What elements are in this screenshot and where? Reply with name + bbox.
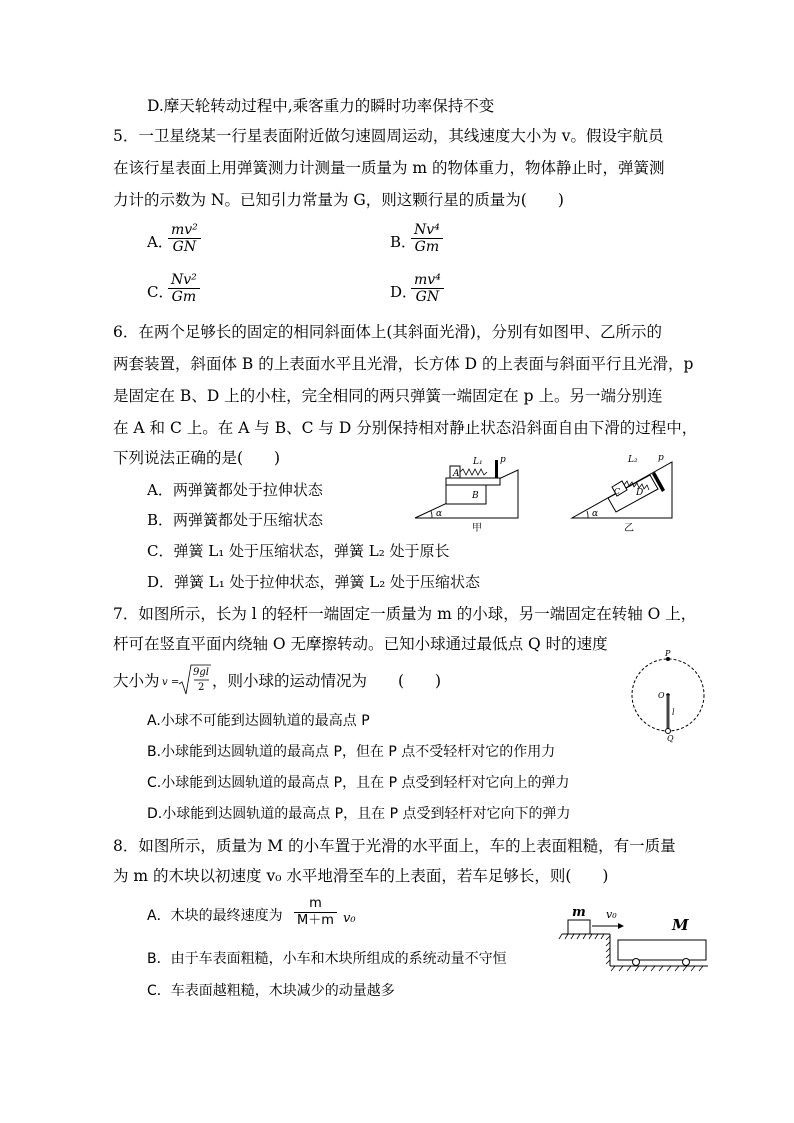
- q7-stem-line-3-pre: 大小为: [113, 672, 160, 690]
- q5-stem-line-1: 5．一卫星绕某一行星表面附近做匀速圆周运动，其线速度大小为 v。假设宇航员: [113, 127, 664, 145]
- q6-figure-jia: [410, 452, 530, 532]
- q8-stem-line-1: 8．如图所示，质量为 M 的小车置于光滑的水平面上，车的上表面粗糙，有一质量: [113, 837, 676, 855]
- q6-stem-line-3: 是固定在 B、D 上的小柱，完全相同的两只弹簧一端固定在 p 上。另一端分别连: [113, 387, 663, 405]
- q5-option-a-fraction: [168, 222, 201, 255]
- q7-stem-line-3-post: ，则小球的运动情况为 ( ): [212, 672, 442, 690]
- q6-option-d: D．弹簧 L₁ 处于拉伸状态，弹簧 L₂ 处于压缩状态: [147, 573, 481, 591]
- q7-speed-lhs: v =: [162, 677, 180, 688]
- wheel-right: [683, 959, 690, 966]
- q7-option-d: D.小球能到达圆轨道的最高点 P，且在 P 点受到轻杆对它向下的弹力: [147, 806, 571, 822]
- q6-option-c: C．弹簧 L₁ 处于压缩状态，弹簧 L₂ 处于原长: [147, 542, 450, 560]
- q5-stem-line-2: 在该行星表面上用弹簧测力计测量一质量为 m 的物体重力，物体静止时，弹簧测: [113, 159, 665, 177]
- label-p: p: [658, 453, 664, 463]
- label-l: l: [672, 708, 675, 717]
- q5-option-c-numerator: Nv²: [168, 272, 200, 289]
- q7-option-b: B.小球能到达圆轨道的最高点 P，但在 P 点不受轻杆对它的作用力: [147, 744, 556, 760]
- ground-hatching: [611, 966, 703, 971]
- cart-m: [618, 940, 706, 960]
- q5-option-b-denominator: Gm: [414, 239, 440, 255]
- q8-option-b: B．由于车表面粗糙，小车和木块所组成的系统动量不守恒: [147, 951, 507, 967]
- q5-option-c-fraction: [168, 272, 200, 305]
- q6-option-b: B．两弹簧都处于压缩状态: [147, 511, 324, 529]
- ball-q: [666, 729, 671, 734]
- q6-stem-line-1: 6．在两个足够长的固定的相同斜面体上(其斜面光滑)，分别有如图甲、乙所示的: [113, 323, 662, 341]
- label-v0: v₀: [606, 908, 617, 921]
- label-q: Q: [667, 734, 674, 743]
- label-p: P: [665, 649, 671, 658]
- q8-option-c: C．车表面越粗糙，木块减少的动量越多: [147, 983, 395, 999]
- q5-stem-line-3: 力计的示数为 N。已知引力常量为 G，则这颗行星的质量为( ): [113, 191, 564, 209]
- q5-option-b-numerator: Nv⁴: [411, 222, 443, 239]
- label-d: D: [636, 488, 644, 498]
- q8-option-a-post: v₀: [343, 911, 356, 926]
- block-b-top: [446, 478, 500, 485]
- q7-stem-line-1: 7．如图所示，长为 l 的轻杆一端固定一质量为 m 的小球，另一端固定在转轴 O 上，: [113, 605, 697, 623]
- q7-stem-line-2: 杆可在竖直平面内绕轴 O 无摩擦转动。已知小球通过最低点 Q 时的速度: [113, 635, 608, 653]
- q6-stem-line-2: 两套装置，斜面体 B 的上表面水平且光滑，长方体 D 的上表面与斜面平行且光滑，p: [113, 355, 694, 373]
- q8-option-a-numerator: m: [294, 896, 337, 913]
- caption-yi: 乙: [624, 523, 634, 534]
- spring-l1: [460, 469, 487, 475]
- q5-option-d-fraction: [411, 272, 444, 305]
- light-rod: [667, 695, 670, 730]
- q8-figure-cart: [560, 902, 710, 974]
- label-b: B: [472, 491, 479, 501]
- label-big-m: M: [672, 916, 689, 934]
- label-alpha: α: [592, 509, 599, 519]
- block-b-rect: [446, 485, 486, 504]
- q6-stem-line-4: 在 A 和 C 上。在 A 与 B、C 与 D 分别保持相对静止状态沿斜面自由下滑的过程中，: [113, 419, 698, 437]
- label-m: m: [572, 905, 586, 920]
- label-o: O: [658, 691, 665, 700]
- label-c: C: [614, 487, 621, 496]
- q7-option-c: C.小球能到达圆轨道的最高点 P，且在 P 点受到轻杆对它向上的弹力: [147, 775, 570, 791]
- caption-jia: 甲: [472, 523, 482, 534]
- wheel-left: [633, 959, 640, 966]
- q7-speed-numerator: 9gl: [193, 667, 209, 678]
- q8-option-a-denominator: M＋m: [297, 913, 334, 928]
- q5-option-c-label: C．: [147, 283, 174, 301]
- q5-option-a-label: A．: [147, 233, 173, 251]
- label-l1: L₁: [473, 457, 483, 467]
- q5-option-d-denominator: GN: [415, 289, 440, 305]
- q7-speed-denominator: 2: [198, 682, 205, 693]
- q5-option-c-denominator: Gm: [171, 289, 197, 305]
- q5-option-d-numerator: mv⁴: [411, 272, 444, 289]
- post-p: [495, 460, 498, 478]
- q7-option-a: A.小球不可能到达圆轨道的最高点 P: [147, 713, 370, 729]
- label-alpha: α: [436, 509, 443, 519]
- block-m: [568, 920, 590, 934]
- label-p: p: [500, 455, 506, 465]
- q5-option-b-label: B．: [390, 233, 417, 251]
- q5-option-b-fraction: [411, 222, 443, 255]
- ledge-hatching: [559, 934, 604, 939]
- q8-stem-line-2: 为 m 的木块以初速度 v₀ 水平地滑至车的上表面，若车足够长，则( ): [113, 867, 609, 885]
- q7-figure-circle: [628, 649, 708, 743]
- q6-figure-yi: [568, 448, 688, 532]
- label-l2: L₂: [628, 455, 638, 465]
- q5-option-a-numerator: mv²: [168, 222, 201, 239]
- q5-option-a-denominator: GN: [172, 239, 197, 255]
- q4-option-d: D.摩天轮转动过程中,乘客重力的瞬时功率保持不变: [147, 97, 495, 115]
- q8-option-a-pre: A．木块的最终速度为: [147, 908, 283, 924]
- q6-option-a: A．两弹簧都处于拉伸状态: [147, 481, 323, 499]
- q8-option-a-fraction: [294, 896, 337, 929]
- q6-stem-line-5: 下列说法正确的是( ): [113, 449, 281, 467]
- q5-option-d-label: D．: [390, 283, 418, 301]
- label-a: A: [453, 469, 460, 479]
